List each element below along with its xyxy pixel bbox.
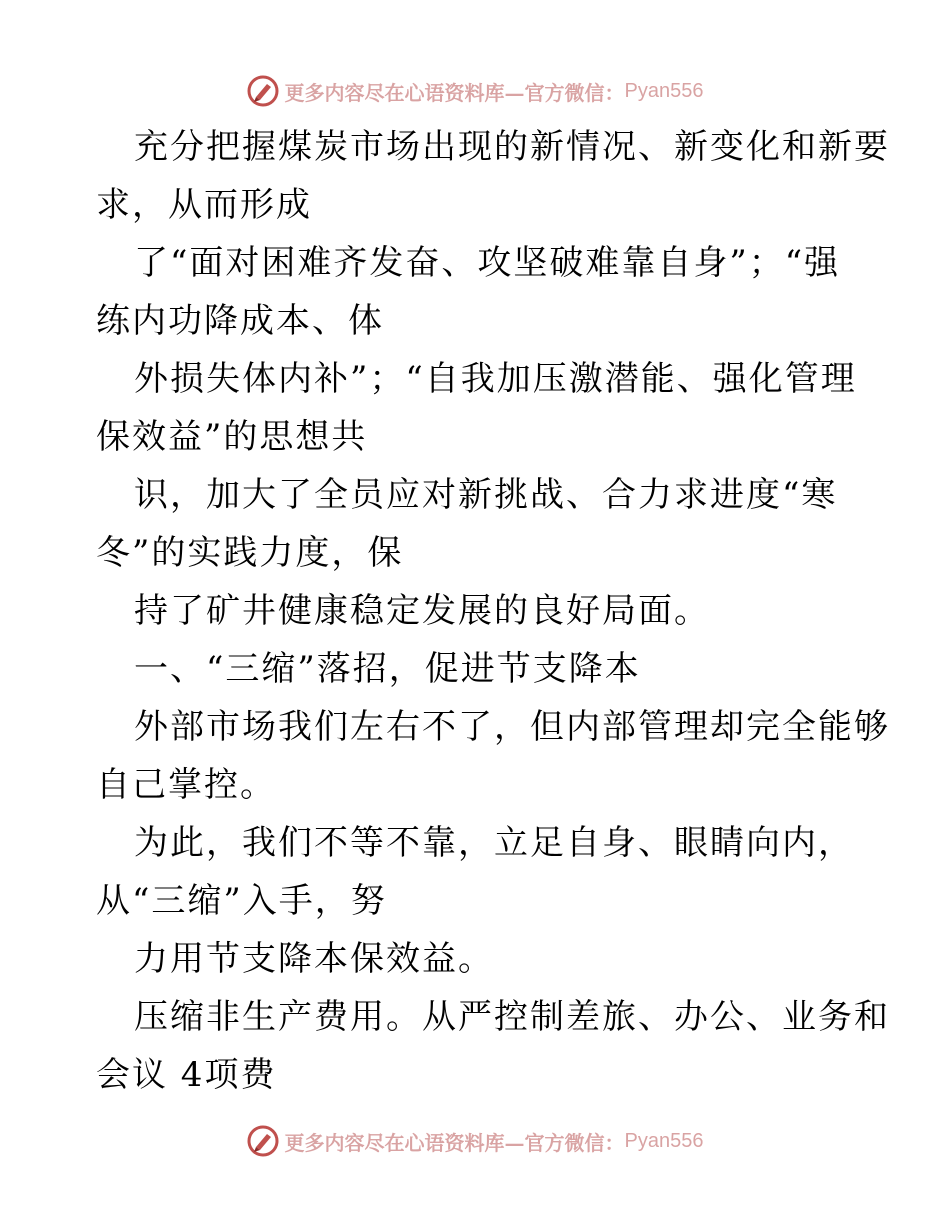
text-line: 外部市场我们左右不了，但内部管理却完全能够 [134,707,890,747]
text-line: 冬”的实践力度，保 [96,533,404,573]
text-line: 压缩非生产费用。从严控制差旅、办公、业务和 [134,997,890,1037]
text-line: 外损失体内补”；“自我加压激潜能、强化管理 [134,359,857,399]
text-line: 自己掌控。 [96,765,276,805]
text-line: 会议 4项费 [96,1055,277,1095]
text-line: 持了矿井健康稳定发展的良好局面。 [134,591,710,631]
text-line: 从“三缩”入手，努 [96,881,387,921]
text-line: 力用节支降本保效益。 [134,939,494,979]
footer-banner-id: Pyan556 [624,1129,704,1152]
text-line: 保效益”的思想共 [96,417,368,457]
header-watermark-banner [0,71,950,111]
pen-logo-icon [247,75,279,107]
text-line: 为此，我们不等不靠，立足自身、眼睛向内， [134,823,854,863]
text-line: 充分把握煤炭市场出现的新情况、新变化和新要 [134,127,890,167]
pen-logo-icon [247,1125,279,1157]
header-banner-text: 更多内容尽在心语资料库—官方微信： [284,80,625,105]
footer-watermark-banner [0,1121,950,1161]
header-banner-id: Pyan556 [624,79,704,102]
section-heading: 一、“三缩”落招，促进节支降本 [134,649,641,689]
text-line: 识，加大了全员应对新挑战、合力求进度“寒 [134,475,838,515]
footer-banner-text: 更多内容尽在心语资料库—官方微信： [284,1130,625,1155]
text-line: 求，从而形成 [96,185,312,225]
text-line: 练内功降成本、体 [96,301,384,341]
text-line: 了“面对困难齐发奋、攻坚破难靠自身”；“强 [134,243,841,283]
body-text [96,118,890,1104]
